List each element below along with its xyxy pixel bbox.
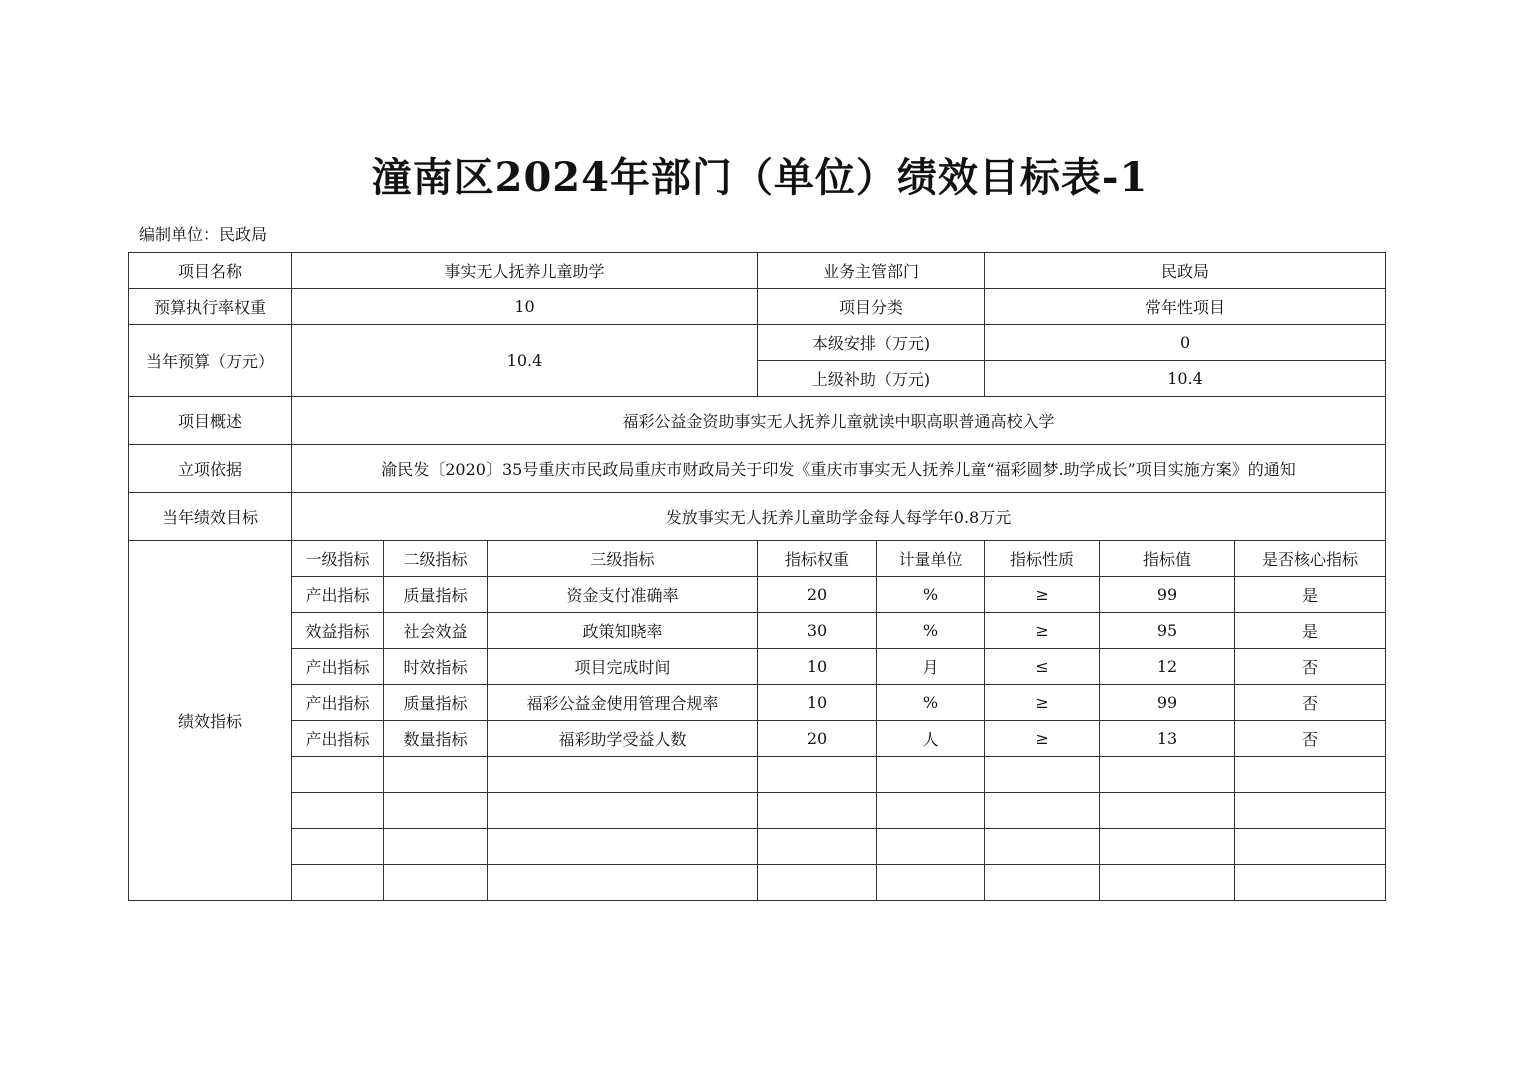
weight-cell: 20 [758,721,877,757]
header-level2: 二级指标 [384,541,488,577]
level3-cell: 政策知晓率 [488,613,758,649]
basis-label: 立项依据 [129,445,292,493]
value-cell: 95 [1100,613,1235,649]
level3-cell: 项目完成时间 [488,649,758,685]
upper-subsidy-value: 10.4 [985,361,1386,397]
indicator-section-label: 绩效指标 [129,541,292,901]
level1-cell: 产出指标 [292,649,384,685]
upper-subsidy-label: 上级补助（万元) [758,361,985,397]
level1-cell: 产出指标 [292,577,384,613]
table-row [129,493,1386,541]
value-cell: 99 [1100,685,1235,721]
weight-value: 10 [292,289,758,325]
empty-row [129,865,1386,901]
value-cell: 12 [1100,649,1235,685]
local-budget-value: 0 [985,325,1386,361]
project-name-label: 项目名称 [129,253,292,289]
weight-cell: 10 [758,649,877,685]
nature-cell: ≥ [985,721,1100,757]
indicator-header-row [129,541,1386,577]
core-cell: 否 [1235,649,1386,685]
table-row [129,253,1386,289]
goal-label: 当年绩效目标 [129,493,292,541]
header-unit: 计量单位 [877,541,985,577]
weight-cell: 10 [758,685,877,721]
nature-cell: ≥ [985,613,1100,649]
level1-cell: 产出指标 [292,685,384,721]
level2-cell: 数量指标 [384,721,488,757]
header-value: 指标值 [1100,541,1235,577]
unit-cell: % [877,577,985,613]
unit-cell: % [877,613,985,649]
level1-cell: 效益指标 [292,613,384,649]
indicator-row [129,685,1386,721]
unit-cell: % [877,685,985,721]
table-row [129,397,1386,445]
level3-cell: 福彩助学受益人数 [488,721,758,757]
core-cell: 是 [1235,577,1386,613]
indicator-row [129,721,1386,757]
local-budget-label: 本级安排（万元) [758,325,985,361]
indicator-row [129,577,1386,613]
level2-cell: 时效指标 [384,649,488,685]
weight-cell: 30 [758,613,877,649]
level3-cell: 福彩公益金使用管理合规率 [488,685,758,721]
header-level1: 一级指标 [292,541,384,577]
table-row [129,445,1386,493]
header-weight: 指标权重 [758,541,877,577]
header-core: 是否核心指标 [1235,541,1386,577]
empty-row [129,829,1386,865]
dept-label: 业务主管部门 [758,253,985,289]
empty-row [129,757,1386,793]
header-level3: 三级指标 [488,541,758,577]
basis-value: 渝民发〔2020〕35号重庆市民政局重庆市财政局关于印发《重庆市事实无人抚养儿童“福彩圆梦.助学成长”项目实施方案》的通知 [292,445,1386,493]
level1-cell: 产出指标 [292,721,384,757]
project-name-value: 事实无人抚养儿童助学 [292,253,758,289]
weight-cell: 20 [758,577,877,613]
nature-cell: ≤ [985,649,1100,685]
goal-value: 发放事实无人抚养儿童助学金每人每学年0.8万元 [292,493,1386,541]
weight-label: 预算执行率权重 [129,289,292,325]
level3-cell: 资金支付准确率 [488,577,758,613]
table-row [129,289,1386,325]
indicator-row [129,649,1386,685]
category-label: 项目分类 [758,289,985,325]
level2-cell: 质量指标 [384,685,488,721]
nature-cell: ≥ [985,685,1100,721]
level2-cell: 社会效益 [384,613,488,649]
budget-value: 10.4 [292,325,758,397]
table-row [129,325,1386,361]
compiling-unit: 编制单位：民政局 [139,225,268,244]
core-cell: 是 [1235,613,1386,649]
overview-value: 福彩公益金资助事实无人抚养儿童就读中职高职普通高校入学 [292,397,1386,445]
core-cell: 否 [1235,721,1386,757]
value-cell: 13 [1100,721,1235,757]
budget-label: 当年预算（万元） [129,325,292,397]
header-nature: 指标性质 [985,541,1100,577]
unit-cell: 月 [877,649,985,685]
indicator-row [129,613,1386,649]
nature-cell: ≥ [985,577,1100,613]
level2-cell: 质量指标 [384,577,488,613]
category-value: 常年性项目 [985,289,1386,325]
dept-value: 民政局 [985,253,1386,289]
value-cell: 99 [1100,577,1235,613]
core-cell: 否 [1235,685,1386,721]
empty-row [129,793,1386,829]
page-title: 潼南区2024年部门（单位）绩效目标表-1 [371,154,1149,201]
unit-cell: 人 [877,721,985,757]
overview-label: 项目概述 [129,397,292,445]
performance-target-table [128,252,1386,901]
